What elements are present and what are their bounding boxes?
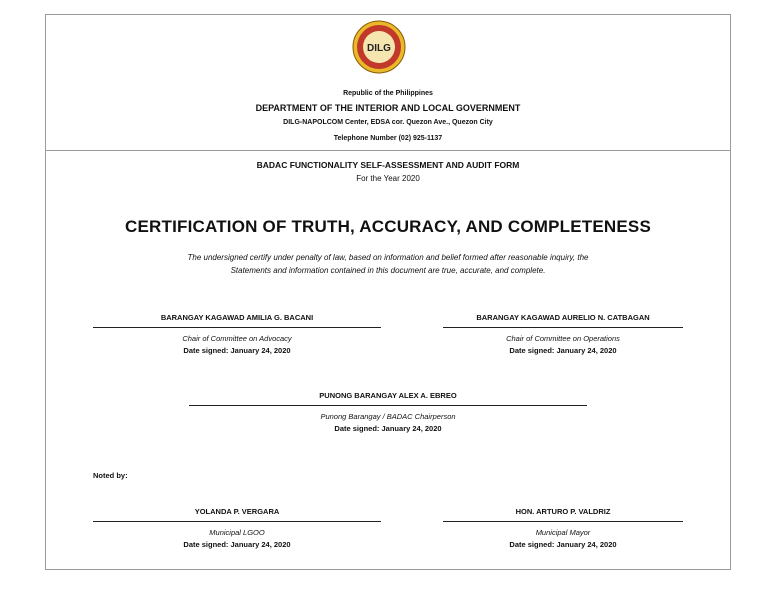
- signatory-role: Punong Barangay / BADAC Chairperson: [320, 412, 456, 421]
- signatory-date: Date signed: January 24, 2020: [183, 346, 291, 355]
- signatory-name: PUNONG BARANGAY ALEX A. EBREO: [319, 391, 457, 400]
- signatory-role: Municipal LGOO: [209, 528, 265, 537]
- signatory-role: Chair of Committee on Advocacy: [182, 334, 292, 343]
- signature-line: [93, 521, 381, 522]
- signature-line: [443, 327, 683, 328]
- signatory-date: Date signed: January 24, 2020: [183, 540, 291, 549]
- certification-statement-2: Statements and information contained in this document are true, accurate, and complete.: [230, 266, 546, 275]
- signatory-block: [443, 313, 683, 355]
- header-divider: [45, 150, 731, 151]
- signature-line: [189, 405, 587, 406]
- signatory-name: HON. ARTURO P. VALDRIZ: [515, 507, 611, 516]
- signature-line: [93, 327, 381, 328]
- signatory-block: [189, 391, 587, 433]
- noted-by-label: Noted by:: [93, 471, 128, 480]
- signatory-name: YOLANDA P. VERGARA: [194, 507, 280, 516]
- signatory-date: Date signed: January 24, 2020: [509, 540, 617, 549]
- signatory-block: [443, 507, 683, 549]
- certification-heading: CERTIFICATION OF TRUTH, ACCURACY, AND COMPLETENESS: [125, 217, 651, 236]
- signatory-name: BARANGAY KAGAWAD AURELIO N. CATBAGAN: [476, 313, 650, 322]
- form-year: For the Year 2020: [356, 174, 420, 183]
- signatory-role: Chair of Committee on Operations: [506, 334, 620, 343]
- signatory-block: [93, 507, 381, 549]
- certification-statement-1: The undersigned certify under penalty of law, based on information and belief formed after reasonable inquiry, the: [187, 253, 589, 262]
- address-line: DILG-NAPOLCOM Center, EDSA cor. Quezon Ave., Quezon City: [283, 119, 493, 126]
- signatory-name: BARANGAY KAGAWAD AMILIA G. BACANI: [160, 313, 314, 322]
- republic-line: Republic of the Philippines: [343, 90, 433, 97]
- document-page: [45, 14, 731, 570]
- signatory-date: Date signed: January 24, 2020: [509, 346, 617, 355]
- signatory-block: [93, 313, 381, 355]
- telephone-line: Telephone Number (02) 925-1137: [333, 135, 443, 142]
- signatory-role: Municipal Mayor: [535, 528, 591, 537]
- signatory-date: Date signed: January 24, 2020: [334, 424, 442, 433]
- signature-line: [443, 521, 683, 522]
- dilg-seal-logo: [352, 20, 406, 74]
- form-title: BADAC FUNCTIONALITY SELF-ASSESSMENT AND AUDIT FORM: [256, 160, 520, 170]
- logo-text: DILG: [367, 43, 391, 54]
- department-name: DEPARTMENT OF THE INTERIOR AND LOCAL GOVERNMENT: [255, 103, 521, 113]
